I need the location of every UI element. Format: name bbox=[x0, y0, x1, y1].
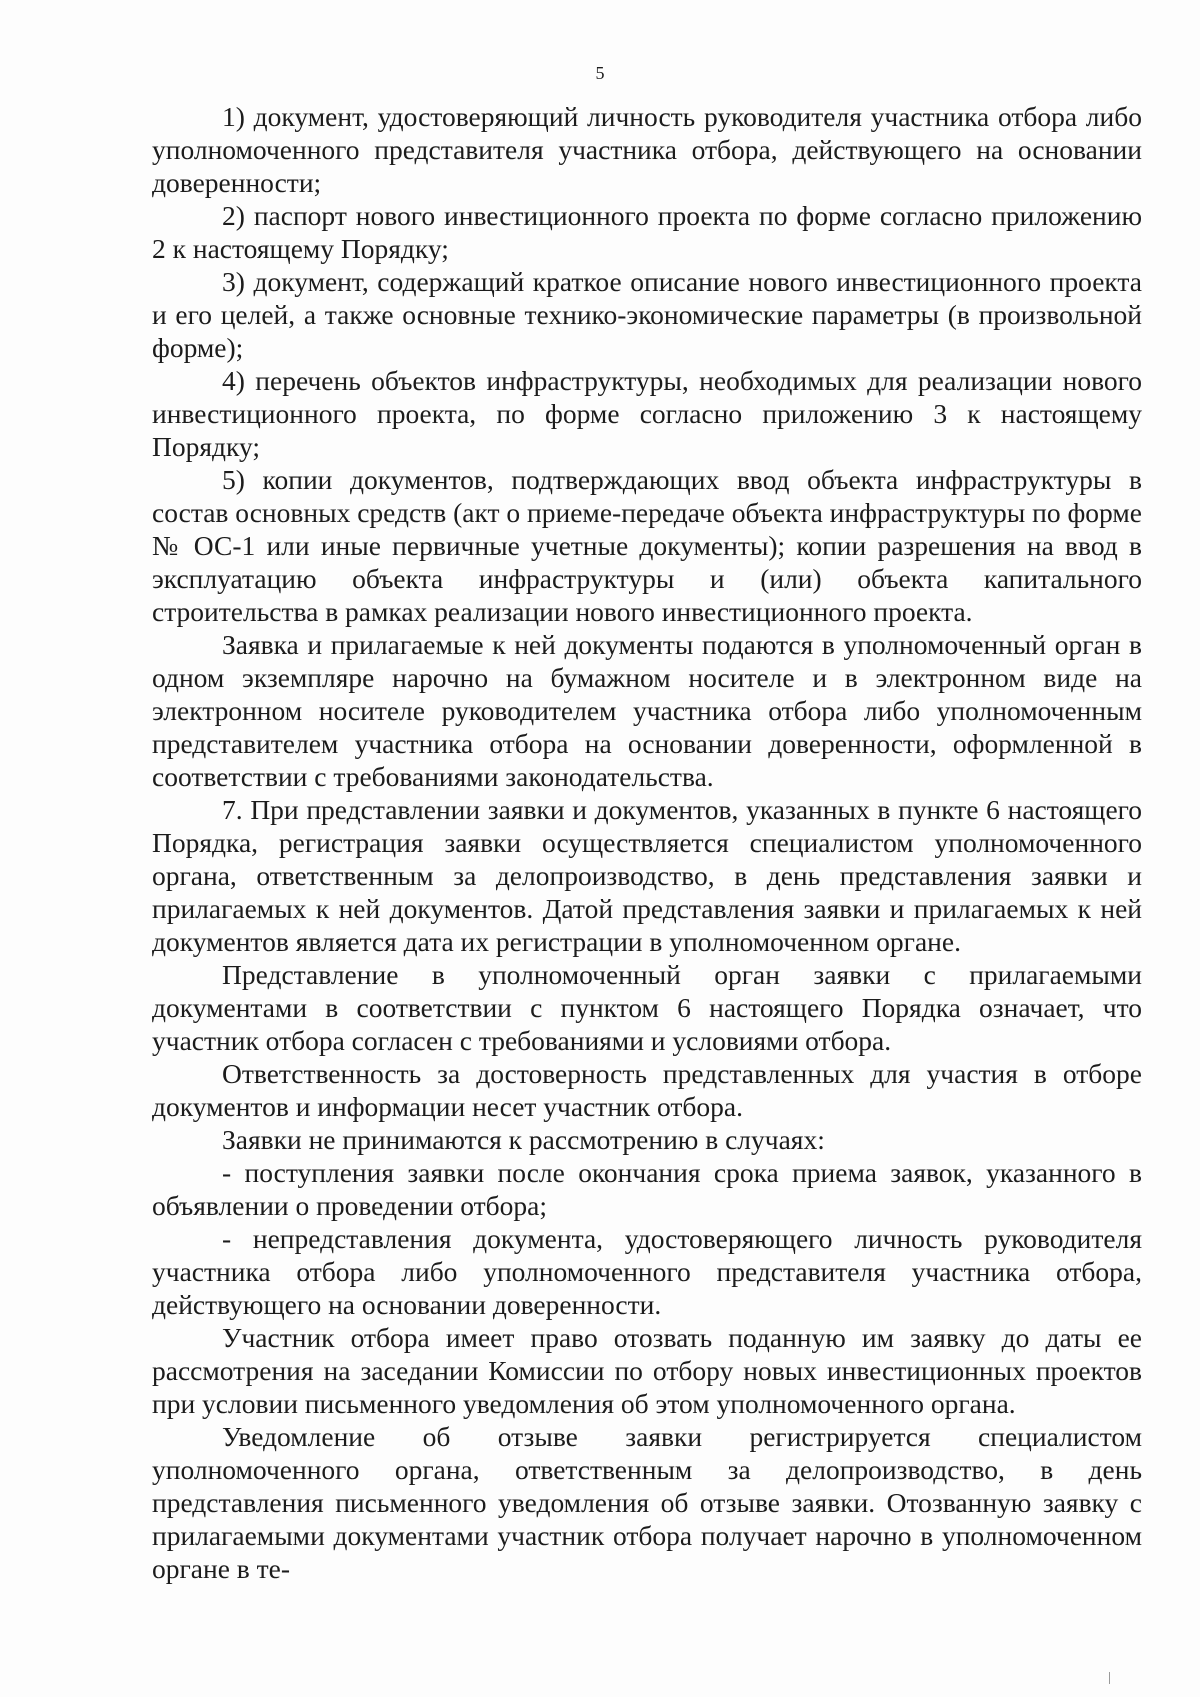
paragraph-submission-procedure: Заявка и прилагаемые к ней документы подаются в уполномоченный орган в одном экземпляре нарочно на бумажном носителе и в электронном виде на электронном носителе руководителем участника отбора либо уполномоченным представителем участника отбора на основании доверенности, оформленной в соответствии с требованиями законодательства. bbox=[152, 629, 1142, 792]
list-item-late-submission: - поступления заявки после окончания срока приема заявок, указанного в объявлении о проведении отбора; bbox=[152, 1157, 1142, 1221]
page-number: 5 bbox=[595, 63, 605, 83]
paragraph-withdrawal-right: Участник отбора имеет право отозвать поданную им заявку до даты ее рассмотрения на заседании Комиссии по отбору новых инвестиционных проектов при условии письменного уведомления об этом уполномоченного органа. bbox=[152, 1322, 1142, 1419]
list-item-project-passport: 2) паспорт нового инвестиционного проекта по форме согласно приложению 2 к настоящему Порядку; bbox=[152, 200, 1142, 264]
list-item-project-description: 3) документ, содержащий краткое описание нового инвестиционного проекта и его целей, а также основные технико-экономические параметры (в произвольной форме); bbox=[152, 266, 1142, 363]
paragraph-rejection-cases: Заявки не принимаются к рассмотрению в случаях: bbox=[222, 1124, 825, 1155]
paragraph-consent: Представление в уполномоченный орган заявки с прилагаемыми документами в соответствии с пунктом 6 настоящего Порядка означает, что участник отбора согласен с требованиями и условиями отбора. bbox=[152, 959, 1142, 1056]
paragraph-clause-7-registration: 7. При представлении заявки и документов, указанных в пункте 6 настоящего Порядка, регистрация заявки осуществляется специалистом уполномоченного органа, ответственным за делопроизводство, в день представления заявки и прилагаемых к ней документов. Датой представления заявки и прилагаемых к ней документов является дата их регистрации в уполномоченном органе. bbox=[152, 794, 1142, 957]
document-body bbox=[152, 100, 1142, 1585]
list-item-identity-document: 1) документ, удостоверяющий личность руководителя участника отбора либо уполномоченного представителя участника отбора, действующего на основании доверенности; bbox=[152, 101, 1142, 198]
scan-edge-mark bbox=[1109, 1672, 1110, 1684]
list-item-missing-identity: - непредставления документа, удостоверяющего личность руководителя участника отбора либо уполномоченного представителя участника отбора, действующего на основании доверенности. bbox=[152, 1223, 1142, 1320]
list-item-document-copies: 5) копии документов, подтверждающих ввод объекта инфраструктуры в состав основных средств (акт о приеме-передаче объекта инфраструктуры по форме № ОС-1 или иные первичные учетные документы); копии разрешения на ввод в эксплуатацию объекта инфраструктуры и (или) объекта капитального строительства в рамках реализации нового инвестиционного проекта. bbox=[152, 464, 1142, 627]
paragraph-withdrawal-notice: Уведомление об отзыве заявки регистрируется специалистом уполномоченного органа, ответственным за делопроизводство, в день представления письменного уведомления об отзыве заявки. Отозванную заявку с прилагаемыми документами участник отбора получает нарочно в уполномоченном органе в те- bbox=[152, 1421, 1142, 1584]
paragraph-responsibility: Ответственность за достоверность представленных для участия в отборе документов и информации несет участник отбора. bbox=[152, 1058, 1142, 1122]
list-item-infrastructure-list: 4) перечень объектов инфраструктуры, необходимых для реализации нового инвестиционного проекта, по форме согласно приложению 3 к настоящему Порядку; bbox=[152, 365, 1142, 462]
